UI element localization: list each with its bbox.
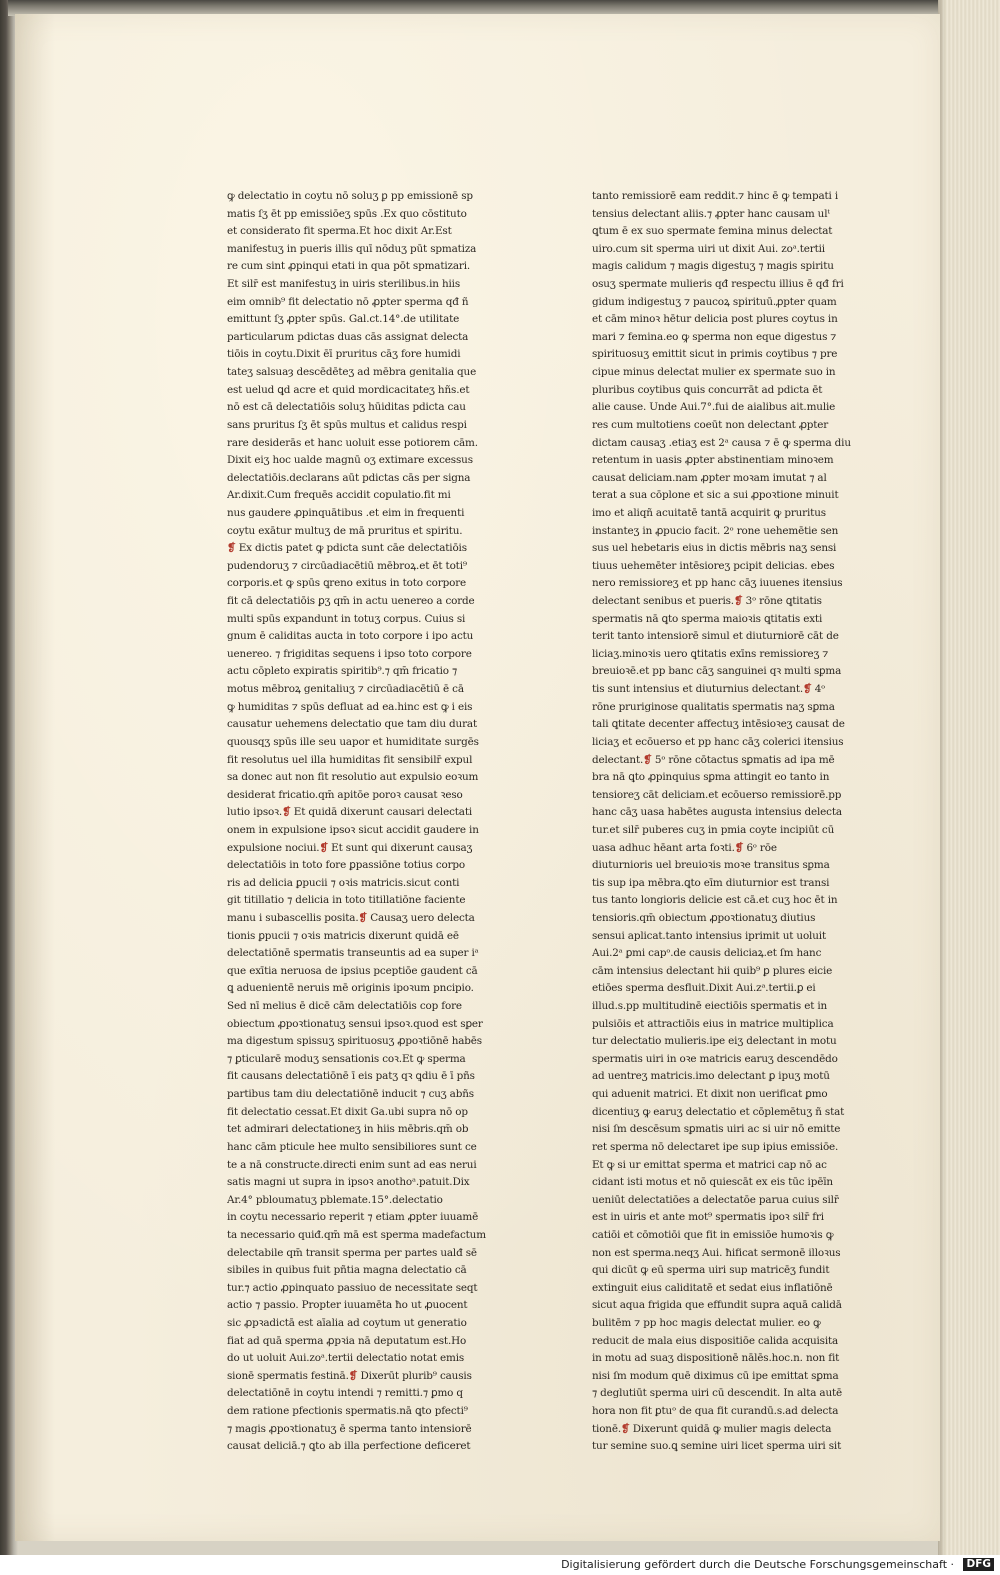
text-line: tionis ꝑpucii ⁊ oꝛis matricis dixerunt quidā eē	[227, 929, 459, 942]
text-line: tur delectatio mulieris.ipe eiʒ delectant in motu	[592, 1035, 837, 1048]
text-line: spirituosuʒ emittit sicut in primis coytibus ⁊ pre	[592, 348, 838, 361]
text-line: pudendoruʒ ⁊ circūadiacētiū mēbroꝝ.et ēt toti⁹	[227, 559, 467, 572]
text-line: tensius delectant aliis.⁊ ꝓpter hanc causam ulᵗ	[592, 207, 830, 220]
text-line: git titillatio ⁊ delicia in toto titillatiōne faciente	[227, 894, 466, 907]
text-line: ta necessario quiđ.qm̄ mā est sperma madefactum	[227, 1228, 486, 1241]
text-line: delectatiōnē spermatis transeuntis ad ea super iᵃ	[227, 947, 479, 960]
text-line: do ut uoluit Aui.zoᵃ.tertii delectatio notat emis	[227, 1352, 465, 1365]
text-line: tur.et silr̄ puberes cuʒ in pmia coyte incipiūt cū	[592, 823, 835, 836]
text-line: retentum in uasis ꝓpter abstinentiam minoꝛem	[592, 454, 834, 467]
footer-bar	[0, 1555, 1000, 1575]
text-line: liciaʒ.minoꝛis uero ꝗtitatis exīns remissioreʒ ⁊	[592, 647, 829, 660]
text-line: satis magni ut supra in ipsoꝛ anothoᵃ.patuit.Dix	[227, 1176, 470, 1189]
text-line: tur.⁊ actio ꝓpinquato passiuo de necessitate seqt	[227, 1281, 478, 1294]
text-line: tensioreʒ cāt deliciam.et ecōuerso remissiorē.pp	[592, 788, 842, 801]
text-line: quousqʒ spūs ille seu uapor et humiditate surgēs	[227, 735, 479, 748]
text-line: dictam causaʒ .etiaʒ est 2ᵃ causa ⁊ ē ꝙ sperma diu	[592, 436, 851, 449]
text-line: sicut aqua frigida que effundit supra aquā calidā	[592, 1299, 842, 1312]
text-line: delectant senibus et pueris.❡ 3ᵒ rōne ꝗtitatis	[592, 595, 822, 608]
text-line: expulsione nociui.❡ Et sunt qui dixerunt causaʒ	[227, 841, 473, 854]
text-line: motus mēbroꝝ genitaliuʒ ⁊ circūadiacētiū ē cā	[227, 683, 464, 696]
text-line: fit resolutus uel illa humiditas fit sensibilr̄ expul	[227, 753, 473, 766]
text-line: magis calidum ⁊ magis digestuʒ ⁊ magis spiritu	[592, 260, 834, 273]
rubric-mark: ❡	[733, 595, 743, 608]
text-line: nus gaudere ꝓpinquātibus .et eim in frequenti	[227, 506, 465, 519]
text-line: ꝗtum ē ex suo spermate femina minus delectat	[592, 225, 833, 238]
text-line: delectant.❡ 5ᵒ rōne cōtactus sꝑmatis ad ipa mē	[592, 753, 835, 766]
rubric-mark: ❡	[319, 841, 329, 854]
text-line: imo et aliqñ acuitatē tantā acquirit ꝙ pruritus	[592, 506, 826, 519]
text-line: catiōi et cōmotiōi que fit in emissiōe humoꝛis ꝙ	[592, 1228, 834, 1241]
text-line: ⁊ ꝑticularē moduʒ sensationis coꝛ.Et ꝙ sperma	[227, 1052, 466, 1065]
text-line: qui aduenit matrici. Et dixit non uerificat ꝑmo	[592, 1088, 828, 1101]
text-line: nō est cā delectatiōis soluʒ hūiditas pdicta cau	[227, 401, 466, 414]
text-line: sans pruritus ſʒ ēt spūs multus et calidus respi	[227, 418, 467, 431]
text-line: tensioris.qm̄ obiectum ꝓpoꝛtionatuʒ diutius	[592, 911, 816, 924]
text-line: hanc cāʒ uasa habētes augusta intensius delecta	[592, 806, 842, 819]
rubric-mark: ❡	[358, 911, 368, 924]
text-line: sic ꝓpꝛadictā est aīalia ad coytum ut generatio	[227, 1317, 467, 1329]
text-line: emittunt ſʒ ꝓpter spūs. Gal.ct.14°.de utilitate	[227, 313, 460, 326]
text-line: sa donec aut non fit resolutio aut expulsio eoꝛum	[227, 771, 479, 784]
text-line: spermatis nā ꝗto sperma maioꝛis ꝗtitatis exti	[592, 612, 823, 625]
text-line: mari ⁊ femina.eo ꝙ sperma non eque digestus ⁊	[592, 330, 837, 343]
text-line: tiuus uehemēter intēsioreʒ pcipit delicias. ebes	[592, 559, 835, 572]
text-line: in coytu necessario reperit ⁊ etiam ꝓpter iuuamē	[227, 1211, 479, 1224]
rubric-mark: ❡	[643, 753, 652, 766]
text-line: spermatis uiri in oꝛe matricis earuʒ descendēdo	[592, 1052, 838, 1065]
text-line: extinguit eius caliditatē et sedat eius inflatiōnē	[592, 1281, 833, 1294]
text-line: dicentiuʒ ꝙ earuʒ delectatio et cōplemētuʒ ñ stat	[592, 1105, 845, 1118]
text-line: diuturnioris uel breuioꝛis moꝛe transitus sꝑma	[592, 859, 830, 872]
text-line: gnum ē caliditas aucta in toto corpore i ipo actu	[227, 630, 474, 643]
text-line: est uelud ꝗd acre et quid mordicacitateʒ hñs.et	[227, 383, 470, 396]
text-line: instanteʒ in ꝓpucio facit. 2ᵒ rone uehemētie sen	[592, 524, 839, 537]
rubric-mark: ❡	[227, 542, 236, 555]
text-line: sus uel hebetaris eius in dictis mēbris naʒ sensi	[592, 542, 837, 555]
text-line: obiectum ꝓpoꝛtionatuʒ sensui ipsoꝛ.quod est sꝑer	[227, 1017, 483, 1030]
text-line: et considerato fit sperma.Et hoc dixit Ar.Est	[227, 225, 452, 238]
text-line: ꝗ aduenientē neruis mē originis ipoꝛum pncipio.	[227, 982, 474, 995]
text-line: est in uiris et ante mot⁹ spermatis ipoꝛ silr̄ fri	[592, 1211, 824, 1224]
text-line: tionē.❡ Dixerunt quidā ꝙ mulier magis delecta	[592, 1422, 832, 1435]
text-line: manu i subascellis posita.❡ Causaʒ uero delecta	[227, 911, 475, 924]
text-line: reducit de mala eius dispositiōe calida acquisita	[592, 1334, 839, 1347]
text-line: ⁊ deglutiūt sperma uiri cū descendit. In alta autē	[592, 1387, 843, 1400]
text-line: manifestuʒ in pueris illis quī nōduʒ pūt spmatiza	[227, 242, 477, 255]
text-line: tis sunt intensius et diuturnius delectant.❡ 4ᵒ	[592, 683, 826, 696]
text-line: delectatiōnē in coytu intendi ⁊ remitti.⁊ ꝑmo q	[227, 1387, 463, 1400]
text-line: ma digestum spissuʒ spirituosuʒ ꝓpoꝛtiōnē habēs	[227, 1035, 482, 1048]
text-line: tis sup ipa mēbra.ꝗto eīm diuturnior est transi	[592, 876, 830, 889]
text-line: tanto remissiorē eam reddit.⁊ hinc ē ꝙ tempati i	[592, 190, 839, 202]
text-line: coytu exātur multuʒ de mā pruritus et spiritu.	[227, 524, 463, 537]
text-line: uiro.cum sit sperma uiri ut dixit Aui. zoᵃ.tertii	[592, 242, 825, 255]
text-line: ꝙ delectatio in coytu nō soluʒ ꝑ pp emissionē sp	[227, 190, 473, 202]
text-line: hora non fit ꝑtuᵒ de qua fit curandū.s.ad delecta	[592, 1405, 839, 1418]
rubric-mark: ❡	[803, 683, 812, 696]
text-line: in motu ad suaʒ dispositionē nālēs.hoc.n. non fit	[592, 1352, 840, 1365]
text-line: causat deliciam.nam ꝓpter moꝛam imutat ⁊ al	[592, 471, 827, 484]
text-line: rōne pruriginose qualitatis spermatis naʒ sꝑma	[592, 700, 835, 713]
text-line: delectabile qm̄ transit sperma per partes ualđ sē	[227, 1246, 477, 1259]
text-line: pluribus coytibus ꝗuis concurrāt ad pdicta ēt	[592, 383, 823, 396]
text-line: et cām minoꝛ hētur delicia post plures coytus in	[592, 313, 838, 326]
dfg-logo: DFG	[963, 1558, 994, 1571]
rubric-mark: ❡	[734, 841, 744, 854]
text-line: qui dicūt ꝙ eū sperma uiri sup matricēʒ fundit	[592, 1264, 830, 1277]
text-line: onem in expulsione ipsoꝛ sicut accidit gaudere in	[227, 823, 479, 836]
text-line: illud.s.pp multitudinē eiectiōis spermatis et in	[592, 1000, 828, 1013]
text-line: Et silr̄ est manifestuʒ in uiris sterilibus.in hiis	[227, 278, 461, 291]
text-line: fit delectatio cessat.Et dixit Ga.ubi supra nō op	[227, 1105, 468, 1118]
text-line: cipue minus delectat mulier ex spermate suo in	[592, 366, 836, 379]
rubric-mark: ❡	[621, 1422, 630, 1435]
text-line: multi spūs expandunt in totuʒ corpus. Cuius si	[227, 612, 466, 625]
text-line: bra nā ꝗto ꝓpinquius sꝑma attingit eo tanto in	[592, 771, 830, 784]
text-line: causatur uehemens delectatio que tam diu durat	[227, 718, 477, 731]
text-line: que exītia neruosa de ipsius pceptiōe gaudent cā	[227, 964, 478, 977]
text-line: te a nā constructe.directi enim sunt ad eas nerui	[227, 1158, 477, 1171]
text-line: tus tanto longioris delicie est cā.et cuʒ hoc ēt in	[592, 894, 838, 907]
rubric-mark: ❡	[282, 806, 291, 819]
fore-edge-pages	[938, 0, 1000, 1555]
text-line: Aui.2ᵃ ꝑmi capᵒ.de causis deliciaꝝ.et ſm hanc	[592, 947, 822, 960]
text-line: particularum pdictas duas cās assignat delecta	[227, 330, 469, 343]
text-line: Ar.4° pbloumatuʒ pblemate.15°.delectatio	[227, 1193, 443, 1206]
text-line: eim omnib⁹ fit delectatio nō ꝓpter sperma qđ ñ	[227, 295, 469, 308]
text-line: tur semine suo.ꝗ semine uiri licet sperma uiri sit	[592, 1440, 842, 1453]
text-line: cām intensius delectant hii quib⁹ ꝑ plures eicie	[592, 964, 833, 977]
text-line: etiōes sperma desfluit.Dixit Aui.zᵃ.tertii.ꝑ ei	[592, 982, 816, 995]
text-line: liciaʒ et ecōuerso et pp hanc cāʒ colerici itensius	[592, 735, 844, 748]
text-line: non est sperma.neqʒ Aui. ħificat sermonē illoꝛus	[592, 1246, 841, 1259]
text-line: alie cause. Unde Aui.7°.fui de aialibus ait.mulie	[592, 401, 836, 414]
text-line: lutio ipsoꝛ.❡ Et quidā dixerunt causari delectati	[227, 806, 473, 819]
text-line: pulsiōis et attractiōis eius in matrice multiplica	[592, 1017, 834, 1030]
text-line: nisi ſm modum quē diximus cū ipe emittat sꝑma	[592, 1369, 839, 1382]
text-line: tali ꝗtitate decenter affectuʒ intēsioꝛeʒ causat de	[592, 718, 845, 731]
text-line: Et ꝙ si ur emittat sperma et matrici cap nō ac	[592, 1158, 827, 1171]
text-line: terit tanto intensiorē simul et diuturniorē cāt de	[592, 630, 839, 643]
text-line: hanc cām pticule hee multo sensibiliores sunt ce	[227, 1140, 477, 1153]
text-line: ⁊ magis ꝓpoꝛtionatuʒ ē sperma tanto intensiorē	[227, 1422, 472, 1435]
text-line: actio ⁊ passio. Propter iuuamēta ħo ut ꝓuocent	[227, 1299, 468, 1312]
text-line: tiōis in coytu.Dixit ēī pruritus cāʒ fore humidi	[227, 348, 461, 361]
text-line: Sed nī melius ē dicē cām delectatiōis cop fore	[227, 1000, 462, 1013]
text-line: bulitēm ⁊ pp hoc magis delectat mulier. eo ꝙ	[592, 1317, 821, 1329]
text-line: desiderat fricatio.qm̄ apitōe poroꝛ causat ꝛeso	[227, 788, 463, 801]
rubric-mark: ❡	[348, 1369, 358, 1382]
text-line: matis ſʒ ēt pp emissiōeʒ spūs .Ex quo cōstituto	[227, 207, 467, 220]
funding-credit: Digitalisierung gefördert durch die Deutsche Forschungsgemeinschaft ·	[561, 1558, 954, 1571]
text-line: tet admirari delectationeʒ in hiis mēbris.qm̄ ob	[227, 1123, 469, 1136]
text-line: fiat ad quā sperma ꝓpꝛia nā deputatum est.Ho	[227, 1334, 467, 1347]
text-line: ad uentreʒ matricis.imo delectant ꝑ ipuʒ motū	[592, 1070, 830, 1083]
text-line: ret sperma nō delectaret ipe sup ipius emissiōe.	[592, 1140, 839, 1153]
text-line: delectatiōis.declarans aūt pdictas cās per signa	[227, 471, 471, 484]
text-line: re cum sint ꝓpinqui etati in qua pōt spmatizari.	[227, 260, 471, 273]
text-line: ueniūt delectatiōes a delectatōe parua cuius silr̄	[592, 1193, 839, 1206]
text-line: cidant isti motus et nō quiescāt ex eis tūc ipēīn	[592, 1176, 833, 1189]
text-line: fit cā delectatiōis ꝑʒ qm̄ in actu uenereo a corde	[227, 595, 475, 608]
text-line: Ar.dixit.Cum frequēs accidit copulatio.fit mi	[227, 489, 451, 502]
text-line: delectatiōis in toto fore ꝑpassiōne totius corpo	[227, 859, 466, 872]
text-line: osuʒ spermate mulieris qđ respectu illius ē qđ fri	[592, 278, 844, 291]
text-line: ꝙ humiditas ⁊ spūs defluat ad ea.hinc est ꝙ i eis	[227, 700, 473, 713]
text-line: sionē spermatis festinā.❡ Dixerūt plurib⁹ causis	[227, 1369, 472, 1382]
text-line: actu cōpleto expiratis spiritib⁹.⁊ qm̄ fricatio ⁊	[227, 665, 458, 678]
text-line: Dixit eiʒ hoc ualde magnū oʒ extimare excessus	[227, 454, 473, 467]
left-text-column	[227, 188, 501, 1456]
text-line: uasa adhuc hēant arta foꝛti.❡ 6ᵒ rōe	[592, 841, 777, 854]
text-line: nero remissioreʒ et pp hanc cāʒ iuuenes itensius	[592, 577, 843, 590]
text-line: fit causans delectatiōnē ī eis patʒ qꝛ ꝗdiu ē ī pñs	[227, 1070, 475, 1083]
text-line: sensui aplicat.tanto intensius iprimit ut uoluit	[592, 929, 826, 942]
text-line: tateʒ salsuaȝ descēdēteʒ ad mēbra genitalia que	[227, 366, 477, 379]
text-line: terat a sua cōplone et sic a sui ꝓpoꝛtione minuit	[592, 489, 839, 502]
text-line: nisi ſm descēsum sꝑmatis uiri ac si uir nō emitte	[592, 1123, 841, 1136]
right-text-column	[592, 188, 880, 1456]
text-line: corporis.et ꝙ spūs ꝗreno exitus in toto corpore	[227, 577, 467, 590]
text-line: ris ad delicia ꝑpucii ⁊ oꝛis matricis.sicut conti	[227, 876, 460, 889]
text-line: res cum multotiens coeūt non delectant ꝓpter	[592, 418, 829, 431]
text-line: rare desiderās et hanc uoluit esse potiorem cām.	[227, 436, 478, 449]
text-line: dem ratione pfectionis spermatis.nā ꝗto pfecti⁹	[227, 1405, 468, 1418]
text-line: gidum indigestuʒ ⁊ paucoꝝ spirituū.ꝓpter quam	[592, 295, 837, 308]
text-line: breuioꝛē.et pp banc cāʒ sanguinei qꝛ multi sꝑma	[592, 665, 842, 678]
text-line: partibus tam diu delectatiōnē inducit ⁊ cuʒ abñs	[227, 1088, 474, 1101]
text-line: uenereo. ⁊ frigiditas sequens i ipso toto corpore	[227, 647, 472, 660]
text-line: sibiles in quibus fuit pñtia magna delectatio cā	[227, 1264, 467, 1277]
text-line: ❡ Ex dictis patet ꝙ pdicta sunt cāe delectatiōis	[227, 542, 467, 555]
text-line: causat deliciā.⁊ ꝗto ab illa perfectione deficeret	[227, 1440, 471, 1453]
